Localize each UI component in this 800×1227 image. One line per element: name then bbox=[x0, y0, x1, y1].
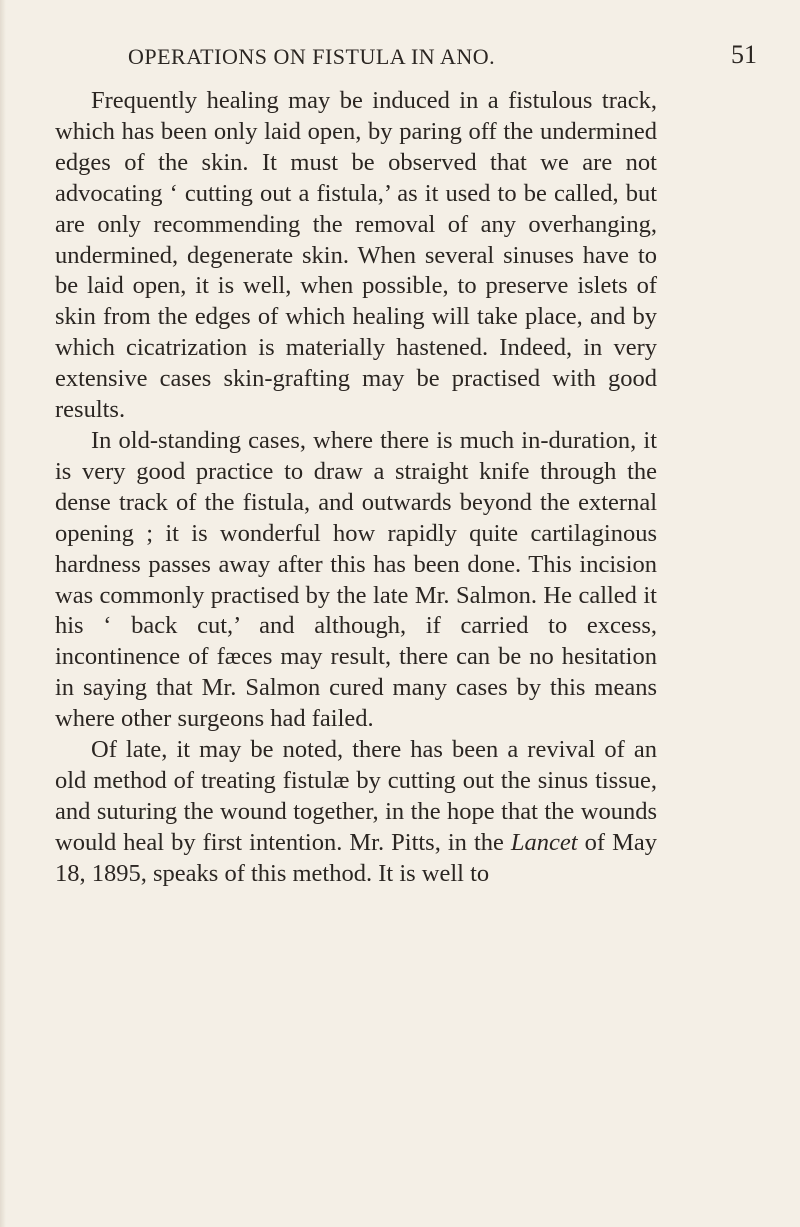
paragraph-3 bbox=[55, 735, 657, 890]
running-title: OPERATIONS ON FISTULA IN ANO. bbox=[128, 44, 496, 69]
paragraph-1: Frequently healing may be induced in a fistulous track, which has been only laid open, by paring off the undermined edges of the skin. It must be observed that we are not advocating ‘ cutting out a fistula,’ as it used to be called, but are only recommending the removal of any overhanging, undermined, degenerate skin. When several sinuses have to be laid open, it is well, when possible, to preserve islets of skin from the edges of which healing will take place, and by which cicatrization is materially hastened. Indeed, in very extensive cases skin-grafting may be practised with good results. bbox=[55, 87, 657, 424]
paragraph-3-text-b: of May 18, 1895, speaks of this method. It is well to bbox=[55, 828, 657, 887]
body-text bbox=[55, 86, 657, 890]
page-number: 51 bbox=[731, 40, 757, 69]
running-head bbox=[100, 40, 765, 74]
paragraph-2: In old-standing cases, where there is much in-duration, it is very good practice to draw a straight knife through the dense track of the fistula, and outwards beyond the external opening ; it is wonderful how rapidly quite cartilaginous hardness passes away after this has been done. This incision was commonly practised by the late Mr. Salmon. He called it his ‘ back cut,’ and although, if carried to excess, incontinence of fæces may result, there can be no hesitation in saying that Mr. Salmon cured many cases by this means where other surgeons had failed. bbox=[55, 426, 657, 733]
journal-title-lancet: Lancet bbox=[510, 828, 578, 856]
page-edge bbox=[0, 0, 6, 1227]
paragraph-3-text-a: Of late, it may be noted, there has been a revival of an old method of treating fistulæ by cutting out the sinus tissue, and suturing the wound together, in the hope that the wounds would heal by first intention. Mr. Pitts, in the bbox=[55, 736, 657, 856]
